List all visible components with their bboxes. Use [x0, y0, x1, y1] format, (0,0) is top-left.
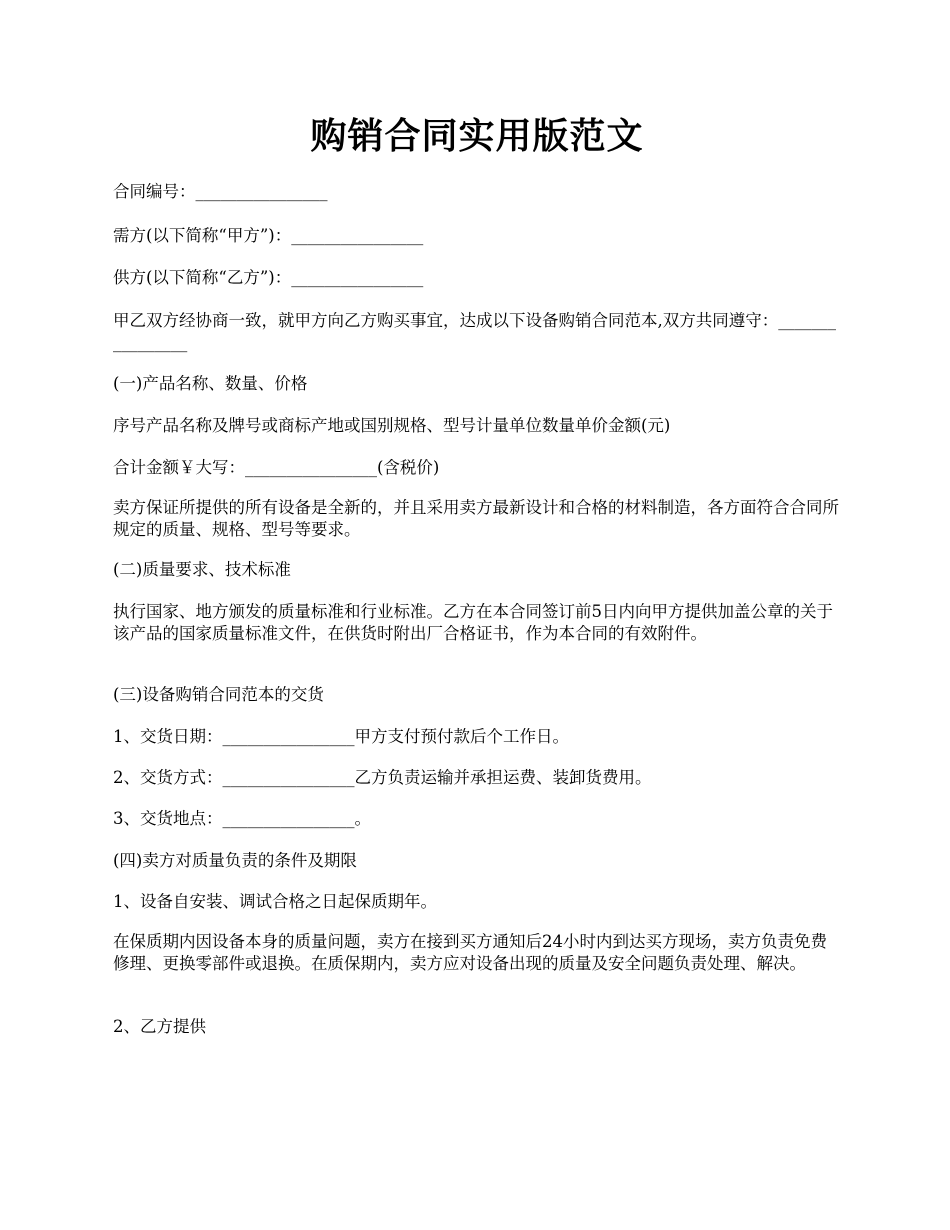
- intro-paragraph: 甲乙双方经协商一致，就甲方向乙方购买事宜，达成以下设备购销合同范本,双方共同遵守：________________: [113, 311, 836, 352]
- contract-number-line: 合同编号：________________: [113, 182, 328, 201]
- delivery-method-line: 2、交货方式：________________乙方负责运输并承担运费、装卸货费用。: [113, 768, 652, 787]
- warranty-period-line: 1、设备自安装、调试合格之日起保质期年。: [113, 892, 437, 911]
- warranty-service-paragraph: 在保质期内因设备本身的质量问题，卖方在接到买方通知后24小时内到达买方现场，卖方负责免费修理、更换零部件或退换。在质保期内，卖方应对设备出现的质量及安全问题负责处理、解决。: [113, 932, 827, 973]
- section-heading-3: (三)设备购销合同范本的交货: [113, 685, 324, 704]
- section-heading-1: (一)产品名称、数量、价格: [113, 374, 308, 393]
- section-heading-4: (四)卖方对质量负责的条件及期限: [113, 851, 357, 870]
- table-header-line: 序号产品名称及牌号或商标产地或国别规格、型号计量单位数量单价金额(元): [113, 416, 671, 435]
- standards-paragraph: 执行国家、地方颁发的质量标准和行业标准。乙方在本合同签订前5日内向甲方提供加盖公章的关于该产品的国家质量标准文件，在供货时附出厂合格证书，作为本合同的有效附件。: [113, 602, 833, 643]
- delivery-date-line: 1、交货日期：________________甲方支付预付款后个工作日。: [113, 727, 569, 746]
- section-heading-2: (二)质量要求、技术标准: [113, 560, 291, 579]
- delivery-place-line: 3、交货地点：________________。: [113, 809, 371, 828]
- supplier-provides-line: 2、乙方提供: [113, 1017, 206, 1036]
- supplier-line: 供方(以下简称“乙方”)：________________: [113, 268, 424, 287]
- total-amount-line: 合计金额￥大写：________________(含税价): [113, 458, 440, 477]
- buyer-line: 需方(以下简称“甲方”)：________________: [113, 226, 424, 245]
- quality-guarantee-paragraph: 卖方保证所提供的所有设备是全新的，并且采用卖方最新设计和合格的材料制造，各方面符合合同所规定的质量、规格、型号等要求。: [113, 498, 839, 539]
- document-title: 购销合同实用版范文: [310, 115, 644, 157]
